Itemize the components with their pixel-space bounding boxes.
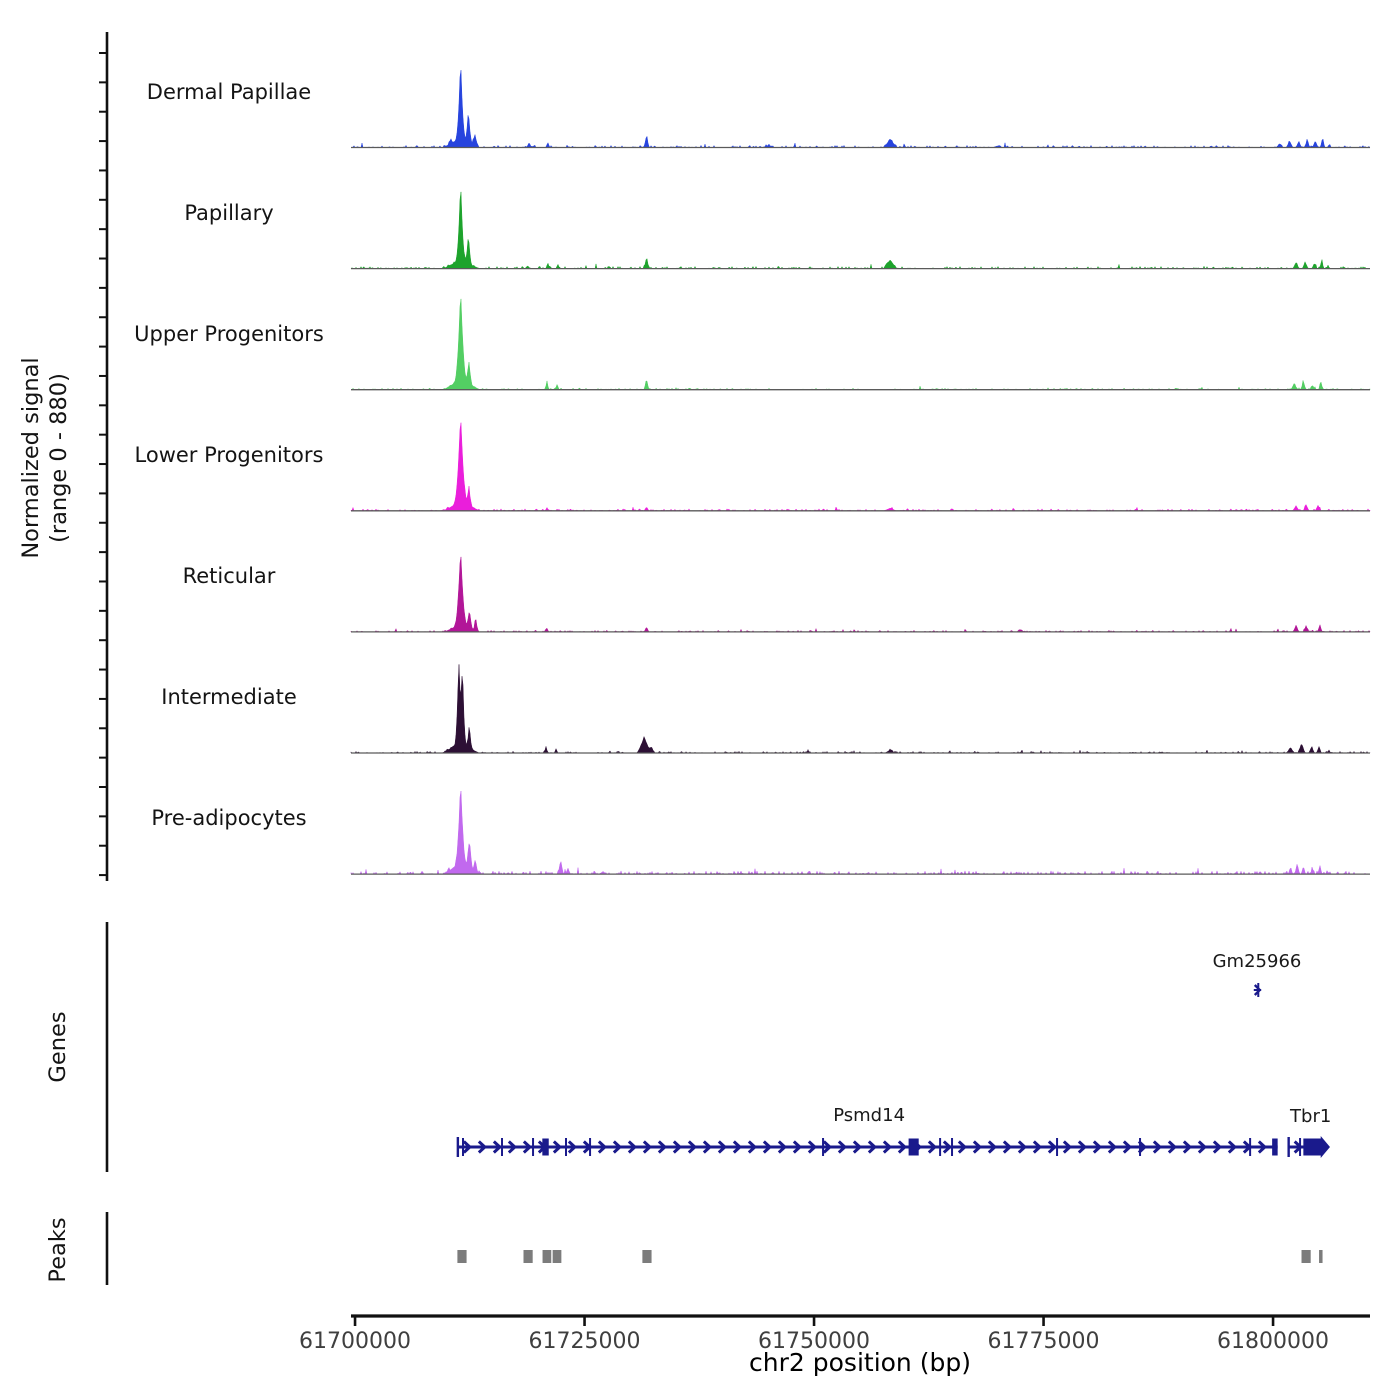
signal-area	[351, 423, 1370, 511]
x-axis	[351, 1316, 1370, 1326]
track-label-lower-progenitors: Lower Progenitors	[134, 442, 324, 467]
gene-arrow-head-icon	[1321, 1136, 1330, 1158]
signal-track-upper-progenitors	[351, 299, 1370, 390]
track-label-papillary: Papillary	[184, 200, 274, 225]
peak-box	[1319, 1250, 1322, 1263]
track-label-upper-progenitors: Upper Progenitors	[134, 321, 324, 346]
exon-block	[1272, 1139, 1278, 1156]
peak-box	[543, 1250, 552, 1263]
gene-gm25966	[1254, 983, 1261, 997]
signal-area	[351, 70, 1370, 147]
gene-name-psmd14: Psmd14	[833, 1105, 906, 1126]
exon-block	[1303, 1139, 1321, 1156]
x-tick-label-61800000: 61800000	[1217, 1329, 1330, 1354]
peak-box	[523, 1250, 532, 1263]
gene-name-tbr1: Tbr1	[1290, 1106, 1332, 1127]
signal-track-reticular	[351, 557, 1370, 632]
genes-panel-label: Genes	[45, 1011, 71, 1083]
gene-psmd14	[458, 1137, 1278, 1157]
exon-block	[542, 1139, 548, 1156]
track-label-reticular: Reticular	[182, 563, 276, 588]
signal-track-pre-adipocytes	[351, 791, 1370, 874]
x-tick-label-61750000: 61750000	[758, 1329, 871, 1354]
x-tick-label-61725000: 61725000	[528, 1329, 641, 1354]
signal-track-lower-progenitors	[351, 423, 1370, 511]
peaks-panel-label: Peaks	[45, 1217, 71, 1283]
peak-box	[457, 1250, 466, 1263]
signal-area	[351, 791, 1370, 874]
track-label-intermediate: Intermediate	[161, 685, 297, 709]
signal-area	[351, 192, 1370, 269]
exon-block	[909, 1139, 919, 1156]
peak-box	[1302, 1250, 1311, 1263]
track-label-dermal-papillae: Dermal Papillae	[146, 79, 312, 104]
track-label-pre-adipocytes: Pre-adipocytes	[151, 806, 307, 831]
peak-box	[553, 1250, 562, 1263]
peak-box	[642, 1250, 651, 1263]
y-axis-label-line1: Normalized signal	[18, 357, 44, 559]
gene-name-gm25966: Gm25966	[1212, 951, 1302, 972]
gene-tbr1	[1289, 1136, 1330, 1158]
signal-area	[351, 664, 1370, 753]
peaks-track-boxes	[457, 1250, 1322, 1263]
x-tick-label-61700000: 61700000	[299, 1329, 412, 1354]
signal-area	[351, 299, 1370, 390]
x-axis-title: chr2 position (bp)	[749, 1348, 971, 1377]
signal-area	[351, 557, 1370, 632]
signal-track-papillary	[351, 192, 1370, 269]
signal-track-intermediate	[351, 664, 1370, 753]
y-axis-label	[17, 178, 75, 738]
x-tick-label-61775000: 61775000	[987, 1329, 1100, 1354]
signal-track-dermal-papillae	[351, 70, 1370, 147]
y-axis-label-line2: (range 0 - 880)	[46, 373, 72, 543]
